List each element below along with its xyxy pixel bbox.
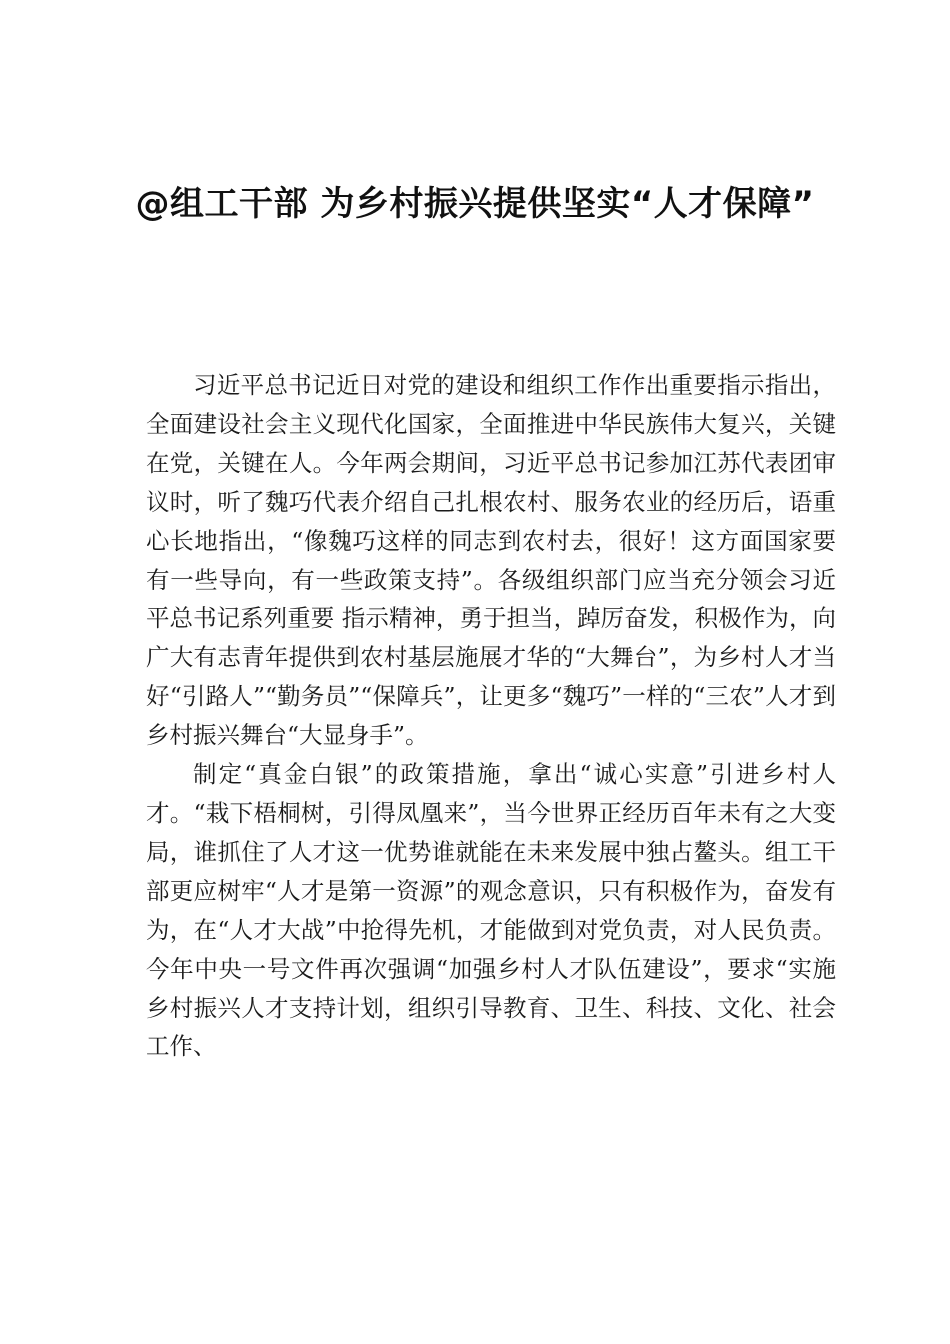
document-body bbox=[146, 366, 836, 1066]
paragraph-2: 制定“真金白银”的政策措施，拿出“诚心实意”引进乡村人才。“栽下梧桐树，引得凤凰来”，当今世界正经历百年未有之大变局，谁抓住了人才这一优势谁就能在未来发展中独占鳌头。组工干部更应树牢“人才是第一资源”的观念意识，只有积极作为，奋发有为，在“人才大战”中抢得先机，才能做到对党负责，对人民负责。今年中央一号文件再次强调“加强乡村人才队伍建设”，要求“实施乡村振兴人才支持计划，组织引导教育、卫生、科技、文化、社会工作、 bbox=[146, 760, 836, 1061]
document-title: @组工干部 为乡村振兴提供坚实“人才保障” bbox=[135, 184, 815, 224]
paragraph-1: 习近平总书记近日对党的建设和组织工作作出重要指示指出，全面建设社会主义现代化国家，全面推进中华民族伟大复兴，关键在党，关键在人。今年两会期间，习近平总书记参加江苏代表团审议时，听了魏巧代表介绍自己扎根农村、服务农业的经历后，语重心长地指出，“像魏巧这样的同志到农村去，很好！这方面国家要有一些导向，有一些政策支持”。各级组织部门应当充分领会习近平总书记系列重要 指示精神，勇于担当，踔厉奋发，积极作为，向广大有志青年提供到农村基层施展才华的“大舞台”，为乡村人才当好“引路人”“勤务员”“保障兵”，让更多“魏巧”一样的“三农”人才到乡村振兴舞台“大显身手”。 bbox=[146, 371, 836, 750]
